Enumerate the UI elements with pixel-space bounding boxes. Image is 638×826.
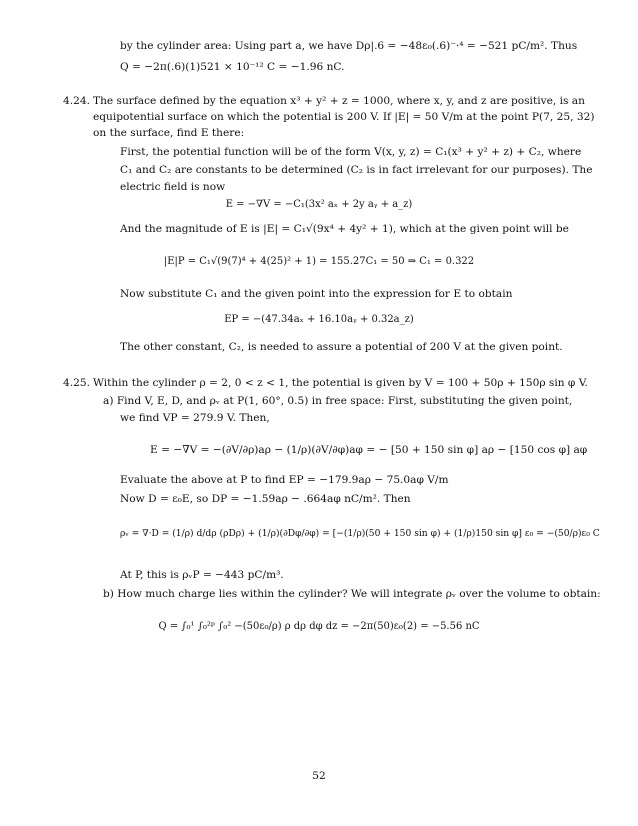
text-line: by the cylinder area: Using part a, we have Dρ|.6 = −48ε₀(.6)⁻·⁴ = −521 pC/m². Thus — [120, 40, 578, 52]
equation: |E|P = C₁√(9(7)⁴ + 4(25)² + 1) = 155.27C₁ = 50 ⇒ C₁ = 0.322 — [163, 256, 475, 267]
equation: ρᵥ = ∇·D = (1/ρ) d/dρ (ρDρ) + (1/ρ)(∂Dφ/∂φ) = [−(1/ρ)(50 + 150 sin φ) + (1/ρ)150 sin φ] ε₀ = −(50/ρ)ε₀ C — [120, 529, 600, 539]
equation: EP = −(47.34aₓ + 16.10aᵧ + 0.32a_z) — [224, 314, 414, 325]
text-line: And the magnitude of E is |E| = C₁√(9x⁴ + 4y² + 1), which at the given point will be — [120, 223, 569, 235]
text-line: The other constant, C₂, is needed to assure a potential of 200 V at the given point. — [120, 341, 563, 353]
text-line: Now substitute C₁ and the given point into the expression for E to obtain — [120, 288, 513, 300]
text-line: equipotential surface on which the potential is 200 V. If |E| = 50 V/m at the point P(7, 25, 32) — [93, 111, 595, 123]
problem-number: 4.24. — [63, 95, 90, 107]
problem-number: 4.25. — [63, 377, 90, 389]
text-line: C₁ and C₂ are constants to be determined (C₂ is in fact irrelevant for our purposes). The — [120, 164, 593, 176]
text-line: we find VP = 279.9 V. Then, — [120, 412, 270, 424]
text-line: Within the cylinder ρ = 2, 0 < z < 1, the potential is given by V = 100 + 50ρ + 150ρ sin φ V. — [93, 377, 588, 389]
text-line: At P, this is ρᵥP = −443 pC/m³. — [120, 569, 284, 581]
text-line: Evaluate the above at P to find EP = −179.9aρ − 75.0aφ V/m — [120, 474, 449, 486]
text-line: First, the potential function will be of the form V(x, y, z) = C₁(x³ + y² + z) + C₂, where — [120, 146, 582, 158]
text-line: Q = −2π(.6)(1)521 × 10⁻¹² C = −1.96 nC. — [120, 61, 345, 73]
text-line: b) How much charge lies within the cylinder? We will integrate ρᵥ over the volume to obtain: — [103, 588, 601, 600]
equation: E = −∇V = −C₁(3x² aₓ + 2y aᵧ + a_z) — [225, 199, 413, 210]
text-line: a) Find V, E, D, and ρᵥ at P(1, 60°, 0.5) in free space: First, substituting the given point, — [103, 395, 573, 407]
text-line: on the surface, find E there: — [93, 127, 245, 139]
equation: Q = ∫₀¹ ∫₀²ᵖ ∫₀² −(50ε₀/ρ) ρ dρ dφ dz = −2π(50)ε₀(2) = −5.56 nC — [158, 621, 480, 632]
text-line: electric field is now — [120, 181, 226, 193]
text-line: The surface defined by the equation x³ + y² + z = 1000, where x, y, and z are positive, is an — [93, 95, 585, 107]
text-line: Now D = ε₀E, so DP = −1.59aρ − .664aφ nC/m². Then — [120, 493, 411, 505]
equation: E = −∇V = −(∂V/∂ρ)aρ − (1/ρ)(∂V/∂φ)aφ = − [50 + 150 sin φ] aρ − [150 cos φ] aφ — [150, 444, 588, 456]
page-number: 52 — [312, 770, 326, 782]
